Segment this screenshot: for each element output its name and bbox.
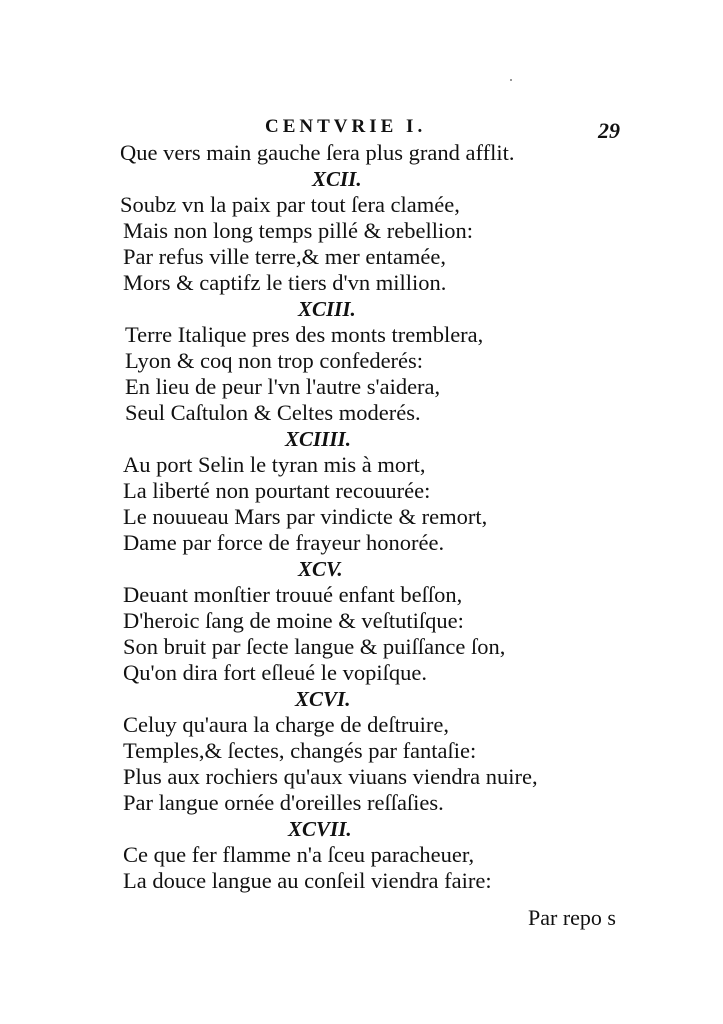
- page-number: 29: [598, 118, 620, 143]
- verse-line: Au port Selin le tyran mis à mort,: [123, 452, 426, 477]
- quatrain-number: XCIIII.: [285, 427, 351, 451]
- quatrain-number: XCVI.: [295, 687, 351, 711]
- verse-line: Deuant monſtier trouué enfant beſſon,: [123, 582, 463, 607]
- verse-line: Temples,& ſectes, changés par fantaſie:: [123, 738, 477, 763]
- verse-line: Soubz vn la paix par tout ſera clamée,: [120, 192, 460, 217]
- verse-line: Que vers main gauche ſera plus grand afflit.: [120, 140, 515, 165]
- verse-line: Dame par force de frayeur honorée.: [123, 530, 445, 555]
- quatrain-number: XCVII.: [288, 817, 352, 841]
- verse-line: Par refus ville terre,& mer entamée,: [123, 244, 446, 269]
- quatrain-number: XCV.: [298, 557, 343, 581]
- verse-line: Qu'on dira fort eſleué le vopiſque.: [123, 660, 427, 685]
- verse-line: Son bruit par ſecte langue & puiſſance ſon,: [123, 634, 506, 659]
- paper-speck: [510, 79, 512, 81]
- verse-line: Par langue ornée d'oreilles reſſaſies.: [123, 790, 444, 815]
- verse-line: Mors & captifz le tiers d'vn million.: [123, 270, 447, 295]
- verse-line: D'heroic ſang de moine & veſtutiſque:: [123, 608, 464, 633]
- verse-line: La liberté non pourtant recouurée:: [123, 478, 431, 503]
- quatrain-number: XCIII.: [298, 297, 356, 321]
- catchword: Par repo s: [528, 905, 616, 930]
- verse-line: Lyon & coq non trop confederés:: [125, 348, 424, 373]
- verse-line: Terre Italique pres des monts tremblera,: [125, 322, 484, 347]
- verse-line: La douce langue au conſeil viendra faire:: [123, 868, 492, 893]
- quatrains-text: [120, 140, 640, 894]
- verse-line: Seul Caſtulon & Celtes moderés.: [125, 400, 421, 425]
- verse-line: Mais non long temps pillé & rebellion:: [123, 218, 473, 243]
- verse-line: Celuy qu'aura la charge de deſtruire,: [123, 712, 449, 737]
- verse-line: Le nouueau Mars par vindicte & remort,: [123, 504, 488, 529]
- verse-line: Plus aux rochiers qu'aux viuans viendra nuire,: [123, 764, 538, 789]
- quatrain-number: XCII.: [312, 167, 362, 191]
- verse-line: Ce que fer flamme n'a ſceu paracheuer,: [123, 842, 475, 867]
- verse-line: En lieu de peur l'vn l'autre s'aidera,: [125, 374, 441, 399]
- running-head: CENTVRIE I.: [265, 116, 427, 137]
